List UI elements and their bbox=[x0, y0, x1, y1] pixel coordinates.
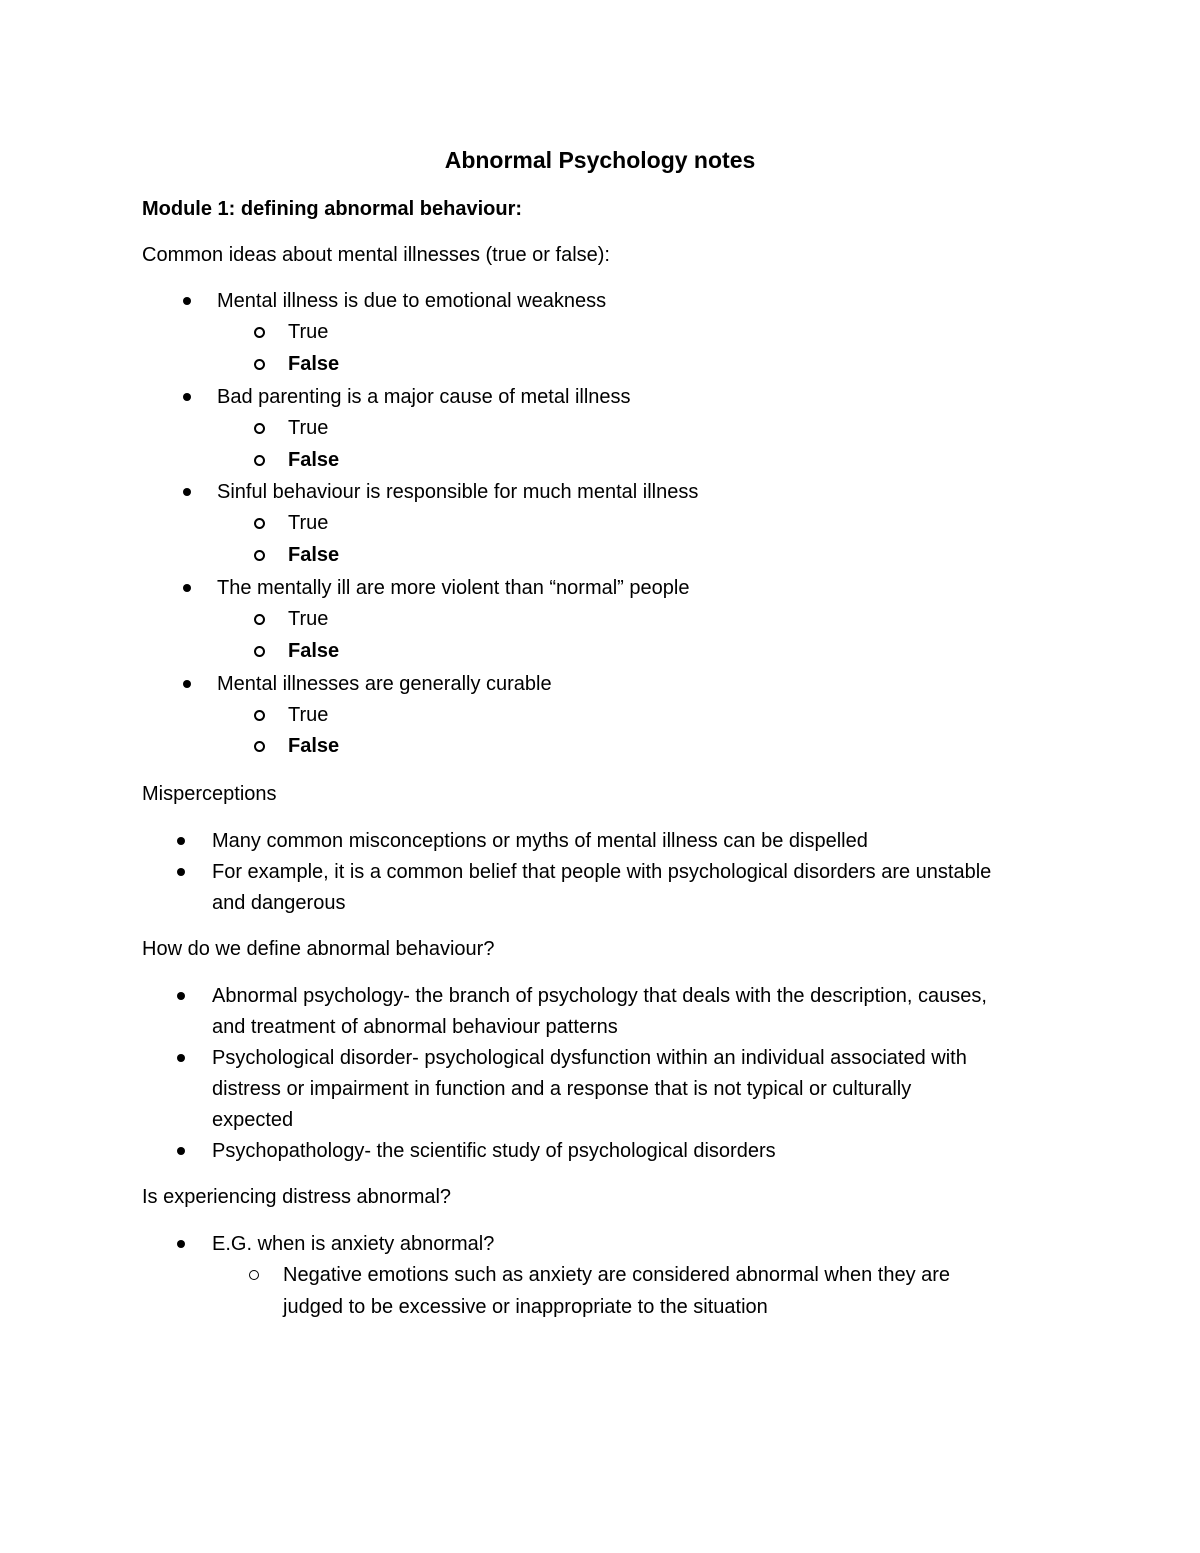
sub-bullet-icon bbox=[254, 741, 265, 752]
distress-heading: Is experiencing distress abnormal? bbox=[142, 1186, 452, 1208]
quiz-statement: Mental illness is due to emotional weakness bbox=[217, 290, 607, 312]
bullet-icon bbox=[183, 393, 191, 401]
list-item-continued: and dangerous bbox=[212, 892, 346, 914]
list-item: Psychological disorder- psychological dysfunction within an individual associated with bbox=[212, 1047, 967, 1069]
bullet-icon bbox=[177, 992, 185, 1000]
quiz-option-true: True bbox=[288, 512, 329, 534]
list-item-continued: and treatment of abnormal behaviour patterns bbox=[212, 1016, 618, 1038]
bullet-icon bbox=[183, 297, 191, 305]
quiz-statement: The mentally ill are more violent than “normal” people bbox=[217, 577, 690, 599]
sub-list-item: Negative emotions such as anxiety are considered abnormal when they are bbox=[283, 1264, 951, 1286]
list-item: Many common misconceptions or myths of mental illness can be dispelled bbox=[212, 830, 868, 852]
quiz-option-true: True bbox=[288, 704, 329, 726]
bullet-icon bbox=[183, 584, 191, 592]
quiz-statement: Bad parenting is a major cause of metal illness bbox=[217, 386, 631, 408]
bullet-icon bbox=[177, 837, 185, 845]
sub-bullet-icon bbox=[254, 327, 265, 338]
quiz-option-false: False bbox=[288, 640, 340, 662]
bullet-icon bbox=[177, 1240, 185, 1248]
list-item: Psychopathology- the scientific study of psychological disorders bbox=[212, 1140, 776, 1162]
quiz-option-false: False bbox=[288, 544, 340, 566]
quiz-option-true: True bbox=[288, 321, 329, 343]
list-item: For example, it is a common belief that people with psychological disorders are unstable bbox=[212, 861, 992, 883]
quiz-option-false: False bbox=[288, 735, 340, 757]
misperceptions-heading: Misperceptions bbox=[142, 783, 277, 805]
quiz-option-true: True bbox=[288, 608, 329, 630]
quiz-statement: Sinful behaviour is responsible for much mental illness bbox=[217, 481, 699, 503]
quiz-option-true: True bbox=[288, 417, 329, 439]
list-item: E.G. when is anxiety abnormal? bbox=[212, 1233, 495, 1255]
document-title: Abnormal Psychology notes bbox=[444, 147, 756, 173]
sub-bullet-icon bbox=[254, 423, 265, 434]
bullet-icon bbox=[177, 1054, 185, 1062]
bullet-icon bbox=[183, 680, 191, 688]
list-item-continued: expected bbox=[212, 1109, 294, 1131]
bullet-icon bbox=[183, 488, 191, 496]
sub-bullet-icon bbox=[254, 710, 265, 721]
define-heading: How do we define abnormal behaviour? bbox=[142, 938, 495, 960]
sub-bullet-icon bbox=[254, 359, 265, 370]
quiz-statement: Mental illnesses are generally curable bbox=[217, 673, 552, 695]
sub-list-item-continued: judged to be excessive or inappropriate to the situation bbox=[283, 1296, 768, 1318]
sub-bullet-icon bbox=[254, 518, 265, 529]
quiz-heading: Common ideas about mental illnesses (true or false): bbox=[142, 244, 610, 266]
module-heading: Module 1: defining abnormal behaviour: bbox=[142, 198, 523, 220]
sub-bullet-icon bbox=[249, 1270, 259, 1280]
sub-bullet-icon bbox=[254, 550, 265, 561]
bullet-icon bbox=[177, 868, 185, 876]
bullet-icon bbox=[177, 1147, 185, 1155]
sub-bullet-icon bbox=[254, 646, 265, 657]
quiz-option-false: False bbox=[288, 449, 340, 471]
list-item: Abnormal psychology- the branch of psychology that deals with the description, causes, bbox=[212, 985, 987, 1007]
sub-bullet-icon bbox=[254, 455, 265, 466]
list-item-continued: distress or impairment in function and a response that is not typical or culturally bbox=[212, 1078, 912, 1100]
sub-bullet-icon bbox=[254, 614, 265, 625]
quiz-option-false: False bbox=[288, 353, 340, 375]
